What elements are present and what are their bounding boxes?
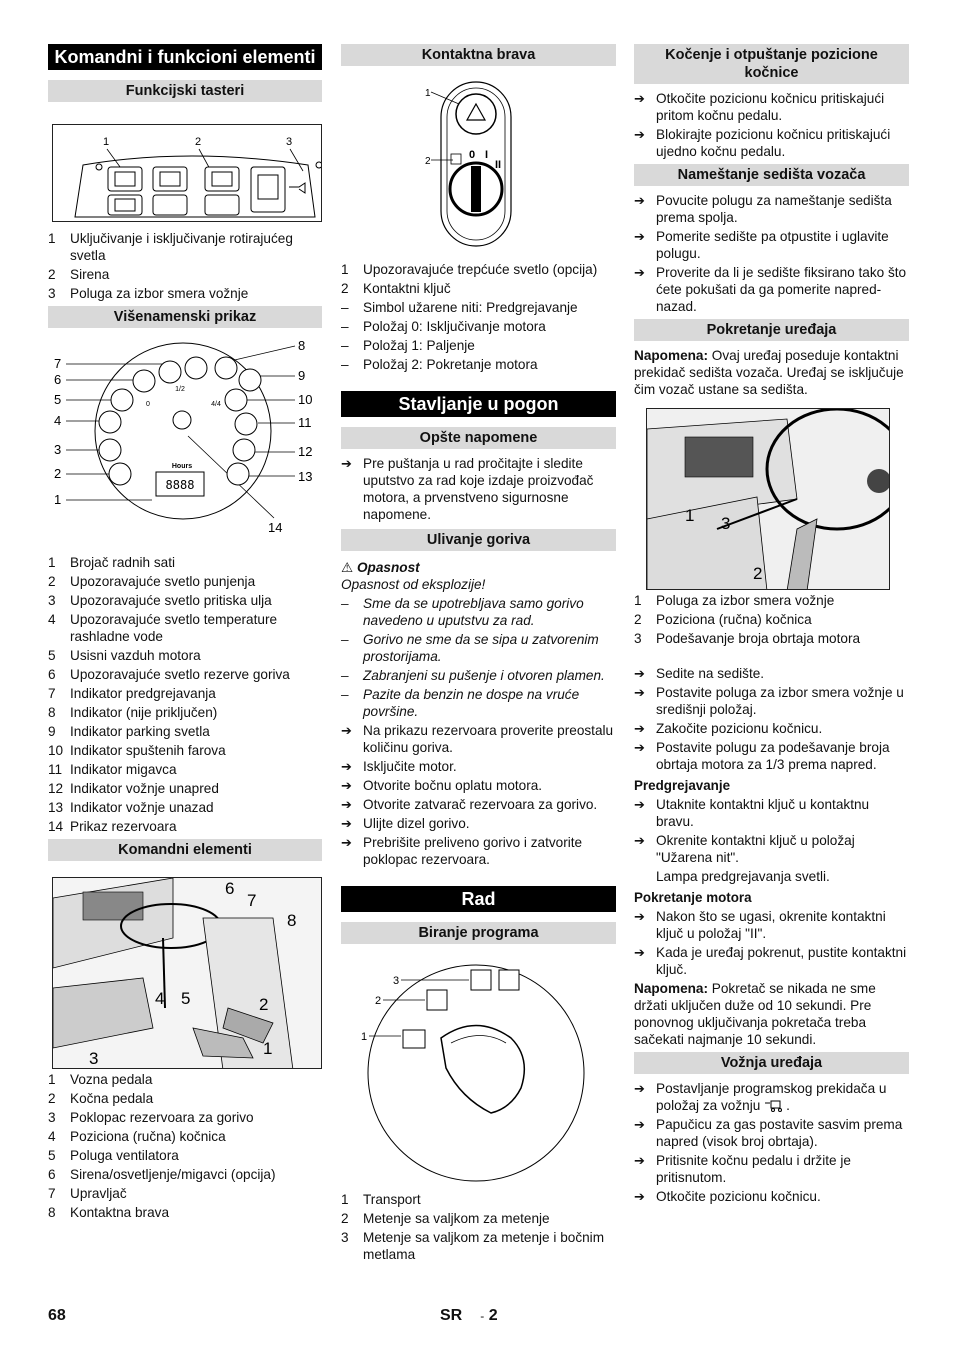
list-item: 1 Transport	[341, 1192, 421, 1207]
preheat-after: Lampa predgrejavanja svetli.	[656, 869, 830, 884]
svg-text:6: 6	[54, 372, 62, 387]
start-figure-list	[634, 592, 909, 647]
svg-text:10: 10	[298, 392, 313, 407]
svg-text:8: 8	[298, 338, 306, 353]
list-item: ➔ Postavite poluga za izbor smera vožnje u središnji položaj.	[634, 685, 904, 717]
list-item: – Gorivo ne sme da se sipa u zatvorenim prostorijama.	[341, 632, 599, 664]
svg-text:2: 2	[425, 156, 431, 167]
list-item: 1 Uključivanje i isključivanje rotirajućeg svetla	[48, 231, 293, 263]
svg-text:7: 7	[54, 356, 62, 371]
program-list	[341, 1191, 616, 1263]
arrow-icon: ➔	[634, 721, 645, 736]
svg-text:8: 8	[287, 911, 297, 930]
danger-list	[341, 595, 616, 720]
list-item: 2 Upozoravajuće svetlo punjenja	[48, 574, 256, 589]
list-item: ➔ Postavite polugu za podešavanje broja obrtaja motora za 1/3 prema napred.	[634, 740, 890, 772]
heading-controls: Komandni elementi	[48, 839, 322, 861]
svg-text:2: 2	[259, 995, 269, 1014]
page-number: 68	[48, 1307, 66, 1324]
arrow-icon: ➔	[634, 265, 645, 280]
list-item: ➔ Kada je uređaj pokrenut, pustite kontaktni ključ.	[634, 945, 907, 977]
arrow-icon: ➔	[634, 685, 645, 700]
drive-list	[634, 1080, 909, 1205]
heading-program: Biranje programa	[341, 922, 616, 944]
list-item: 5 Poluga ventilatora	[48, 1148, 179, 1163]
danger-block	[341, 559, 616, 720]
function-buttons-list	[48, 230, 322, 302]
list-item: 6 Upozoravajuće svetlo rezerve goriva	[48, 667, 290, 682]
controls-list	[48, 1071, 322, 1221]
list-item: – Položaj 0: Isključivanje motora	[341, 319, 546, 334]
svg-text:5: 5	[181, 989, 191, 1008]
function-buttons-figure	[52, 124, 322, 222]
column-2	[341, 44, 616, 1265]
list-item: 2 Kočna pedala	[48, 1091, 154, 1106]
list-item: 1 Poluga za izbor smera vožnje	[634, 593, 835, 608]
list-item: ➔ Postavljanje programskog prekidača u položaj za vožnju .	[634, 1081, 887, 1113]
list-item: 11 Indikator migavca	[48, 762, 177, 777]
list-item: 1 Brojač radnih sati	[48, 555, 176, 570]
list-item: 3 Poluga za izbor smera vožnje	[48, 286, 249, 301]
fig-label-3: 3	[286, 136, 293, 148]
list-item: ➔ Isključite motor.	[341, 759, 457, 774]
language-code: SR - 2	[440, 1307, 498, 1324]
start-note: Napomena: Ovaj uređaj poseduje kontaktni prekidač sedišta vozača. Uređaj se isključuje čim vozač ustane sa sedišta.	[634, 348, 904, 397]
svg-text:0: 0	[469, 149, 476, 161]
preheat-list	[634, 796, 909, 866]
arrow-icon: ➔	[634, 91, 645, 106]
list-item: 5 Usisni vazduh motora	[48, 648, 201, 663]
list-item: ➔ Blokirajte pozicionu kočnicu pritiskajući ujedno kočnu pedalu.	[634, 127, 891, 159]
heading-general: Opšte napomene	[341, 427, 616, 449]
heading-brake: Kočenje i otpuštanje pozicione kočnice	[634, 44, 909, 84]
engine-list	[634, 908, 909, 978]
list-item: – Simbol užarene niti: Predgrejavanje	[341, 300, 578, 315]
list-item: 13 Indikator vožnje unazad	[48, 800, 214, 815]
list-item: ➔ Zakočite pozicionu kočnicu.	[634, 721, 823, 736]
list-item: ➔ Okrenite kontaktni ključ u položaj "Užarena nit".	[634, 833, 855, 865]
list-item: ➔ Nakon što se ugasi, okrenite kontaktni ključ u položaj "II".	[634, 909, 886, 941]
svg-text:1: 1	[54, 492, 62, 507]
start-steps-list	[634, 665, 909, 773]
list-item: ➔ Prebrišite preliveno gorivo i zatvorite poklopac rezervoara.	[341, 835, 583, 867]
svg-text:2: 2	[375, 995, 382, 1007]
start-note-2: Napomena: Pokretač se nikada ne sme držati uključen duže od 10 sekundi. Pre ponovnog uključivanja pokretača treba sačekati najmanje 10 sekundi.	[634, 981, 876, 1047]
column-1	[48, 44, 322, 1223]
list-item: 1 Upozoravajuće trepćuće svetlo (opcija)	[341, 262, 598, 277]
program-figure	[341, 958, 616, 1183]
heading-drive: Vožnja uređaja	[634, 1052, 909, 1074]
svg-text:1: 1	[361, 1031, 368, 1043]
list-item: ➔ Otvorite zatvarač rezervoara za gorivo.	[341, 797, 598, 812]
svg-text:Hours: Hours	[171, 463, 193, 470]
svg-text:3: 3	[721, 514, 731, 533]
list-item: 3 Podešavanje broja obrtaja motora	[634, 631, 861, 646]
svg-text:1: 1	[263, 1039, 273, 1058]
brake-list	[634, 90, 909, 160]
svg-text:4/4: 4/4	[211, 401, 221, 408]
arrow-icon: ➔	[341, 797, 352, 812]
list-item: 2 Poziciona (ručna) kočnica	[634, 612, 812, 627]
svg-text:7: 7	[247, 891, 257, 910]
svg-text:4: 4	[54, 413, 62, 428]
svg-text:13: 13	[298, 469, 313, 484]
list-item: 8 Indikator (nije priključen)	[48, 705, 218, 720]
list-item: 10 Indikator spuštenih farova	[48, 743, 226, 758]
arrow-icon: ➔	[634, 127, 645, 142]
fig-label-2: 2	[195, 136, 202, 148]
multi-display-figure	[48, 336, 322, 548]
section-title-operation: Rad	[341, 886, 616, 912]
heading-fuel: Ulivanje goriva	[341, 529, 616, 551]
list-item: 12 Indikator vožnje unapred	[48, 781, 219, 796]
section-title-controls: Komandni i funkcioni elementi	[48, 44, 322, 70]
arrow-icon: ➔	[341, 759, 352, 774]
svg-text:I: I	[485, 149, 489, 161]
list-item: ➔ Pritisnite kočnu pedalu i držite je pritisnutom.	[634, 1153, 851, 1185]
list-item: 3 Metenje sa valjkom za metenje i bočnim metlama	[341, 1230, 605, 1262]
svg-text:3: 3	[54, 442, 62, 457]
column-3	[634, 44, 909, 1207]
controls-figure	[52, 877, 322, 1069]
svg-text:11: 11	[298, 415, 312, 430]
list-item: 8 Kontaktna brava	[48, 1205, 169, 1220]
list-item: – Zabranjeni su pušenje i otvoren plamen.	[341, 668, 605, 683]
arrow-icon: ➔	[341, 723, 352, 738]
heading-function-buttons: Funkcijski tasteri	[48, 80, 322, 102]
list-item: – Sme da se upotrebljava samo gorivo navedeno u uputstvu za rad.	[341, 596, 584, 628]
svg-text:1/2: 1/2	[175, 386, 185, 393]
list-item: – Pazite da benzin ne dospe na vruće površine.	[341, 687, 580, 719]
list-item: 4 Upozoravajuće svetlo temperature rashladne vode	[48, 612, 278, 644]
list-item: 6 Sirena/osvetljenje/migavci (opcija)	[48, 1167, 276, 1182]
svg-text:4: 4	[155, 989, 165, 1008]
warning-triangle-icon: ⚠	[341, 560, 354, 575]
list-item: ➔ Povucite polugu za nameštanje sedišta prema spolja.	[634, 193, 892, 225]
list-item: ➔ Na prikazu rezervoara proverite preostalu količinu goriva.	[341, 723, 614, 755]
multi-display-list	[48, 554, 322, 835]
svg-text:14: 14	[268, 520, 283, 535]
arrow-icon: ➔	[634, 1081, 645, 1096]
preheat-title: Predgrejavanje	[634, 778, 731, 793]
list-item: ➔ Pomerite sedište pa otpustite i uglavite polugu.	[634, 229, 889, 261]
list-item: 7 Upravljač	[48, 1186, 127, 1201]
list-item: 2 Kontaktni ključ	[341, 281, 451, 296]
section-title-startup: Stavljanje u pogon	[341, 391, 616, 417]
list-item: 3 Poklopac rezervoara za gorivo	[48, 1110, 254, 1125]
warning-title: Opasnost	[356, 560, 420, 575]
svg-text:2: 2	[753, 564, 763, 583]
list-item: 2 Metenje sa valjkom za metenje	[341, 1211, 550, 1226]
arrow-icon: ➔	[634, 945, 645, 960]
transport-icon	[764, 1100, 786, 1112]
list-item: 1 Vozna pedala	[48, 1072, 153, 1087]
svg-text:8888: 8888	[165, 478, 195, 492]
list-item: ➔ Sedite na sedište.	[634, 666, 765, 681]
svg-text:3: 3	[393, 975, 400, 987]
ignition-list	[341, 261, 616, 373]
svg-text:3: 3	[89, 1049, 99, 1068]
list-item: 14 Prikaz rezervoara	[48, 819, 177, 834]
arrow-icon: ➔	[634, 797, 645, 812]
list-item: 7 Indikator predgrejavanja	[48, 686, 216, 701]
svg-text:6: 6	[225, 879, 235, 898]
heading-multi-display: Višenamenski prikaz	[48, 306, 322, 328]
list-item: 9 Indikator parking svetla	[48, 724, 210, 739]
arrow-icon: ➔	[634, 1117, 645, 1132]
ignition-figure	[341, 74, 616, 250]
list-item: – Položaj 1: Paljenje	[341, 338, 475, 353]
list-item: 2 Sirena	[48, 267, 110, 282]
list-item: – Položaj 2: Pokretanje motora	[341, 357, 538, 372]
arrow-icon: ➔	[341, 835, 352, 850]
list-item: ➔ Otkočite pozicionu kočnicu.	[634, 1189, 821, 1204]
arrow-icon: ➔	[634, 909, 645, 924]
arrow-icon: ➔	[634, 1189, 645, 1204]
arrow-icon: ➔	[341, 816, 352, 831]
list-item: ➔ Otvorite bočnu oplatu motora.	[341, 778, 543, 793]
svg-text:9: 9	[298, 368, 306, 383]
general-list	[341, 455, 616, 523]
list-item: ➔ Utaknite kontaktni ključ u kontaktnu bravu.	[634, 797, 870, 829]
svg-text:2: 2	[54, 466, 62, 481]
list-item: ➔ Papučicu za gas postavite sasvim prema napred (visok broj obrtaja).	[634, 1117, 903, 1149]
arrow-icon: ➔	[634, 1153, 645, 1168]
svg-text:1: 1	[685, 506, 695, 525]
svg-text:0: 0	[146, 401, 150, 408]
seat-list	[634, 192, 909, 315]
heading-start: Pokretanje uređaja	[634, 319, 909, 341]
heading-seat: Nameštanje sedišta vozača	[634, 164, 909, 186]
list-item: ➔ Pre puštanja u rad pročitajte i sledite uputstvo za rad koje izdaje proizvođač motora, a prvenstveno sigurnosne napomene.	[341, 456, 594, 522]
arrow-icon: ➔	[341, 456, 352, 471]
arrow-icon: ➔	[634, 193, 645, 208]
warning-text: Opasnost od eksplozije!	[341, 577, 486, 592]
list-item: ➔ Proverite da li je sedište fiksirano tako što ćete pokušati da ga pomerite napred-nazad.	[634, 265, 907, 314]
list-item: 4 Poziciona (ručna) kočnica	[48, 1129, 226, 1144]
arrow-icon: ➔	[634, 833, 645, 848]
arrow-icon: ➔	[634, 740, 645, 755]
arrow-icon: ➔	[634, 666, 645, 681]
fig-label-1: 1	[103, 136, 110, 148]
arrow-icon: ➔	[634, 229, 645, 244]
svg-text:1: 1	[425, 88, 431, 99]
svg-text:5: 5	[54, 392, 62, 407]
engine-title: Pokretanje motora	[634, 890, 752, 905]
arrow-icon: ➔	[341, 778, 352, 793]
heading-ignition: Kontaktna brava	[341, 44, 616, 66]
svg-text:II: II	[495, 159, 502, 171]
list-item: 3 Upozoravajuće svetlo pritiska ulja	[48, 593, 272, 608]
fuel-steps-list	[341, 722, 616, 868]
list-item: ➔ Ulijte dizel gorivo.	[341, 816, 470, 831]
svg-text:12: 12	[298, 444, 313, 459]
start-figure	[646, 408, 890, 590]
list-item: ➔ Otkočite pozicionu kočnicu pritiskajući pritom kočnu pedalu.	[634, 91, 885, 123]
